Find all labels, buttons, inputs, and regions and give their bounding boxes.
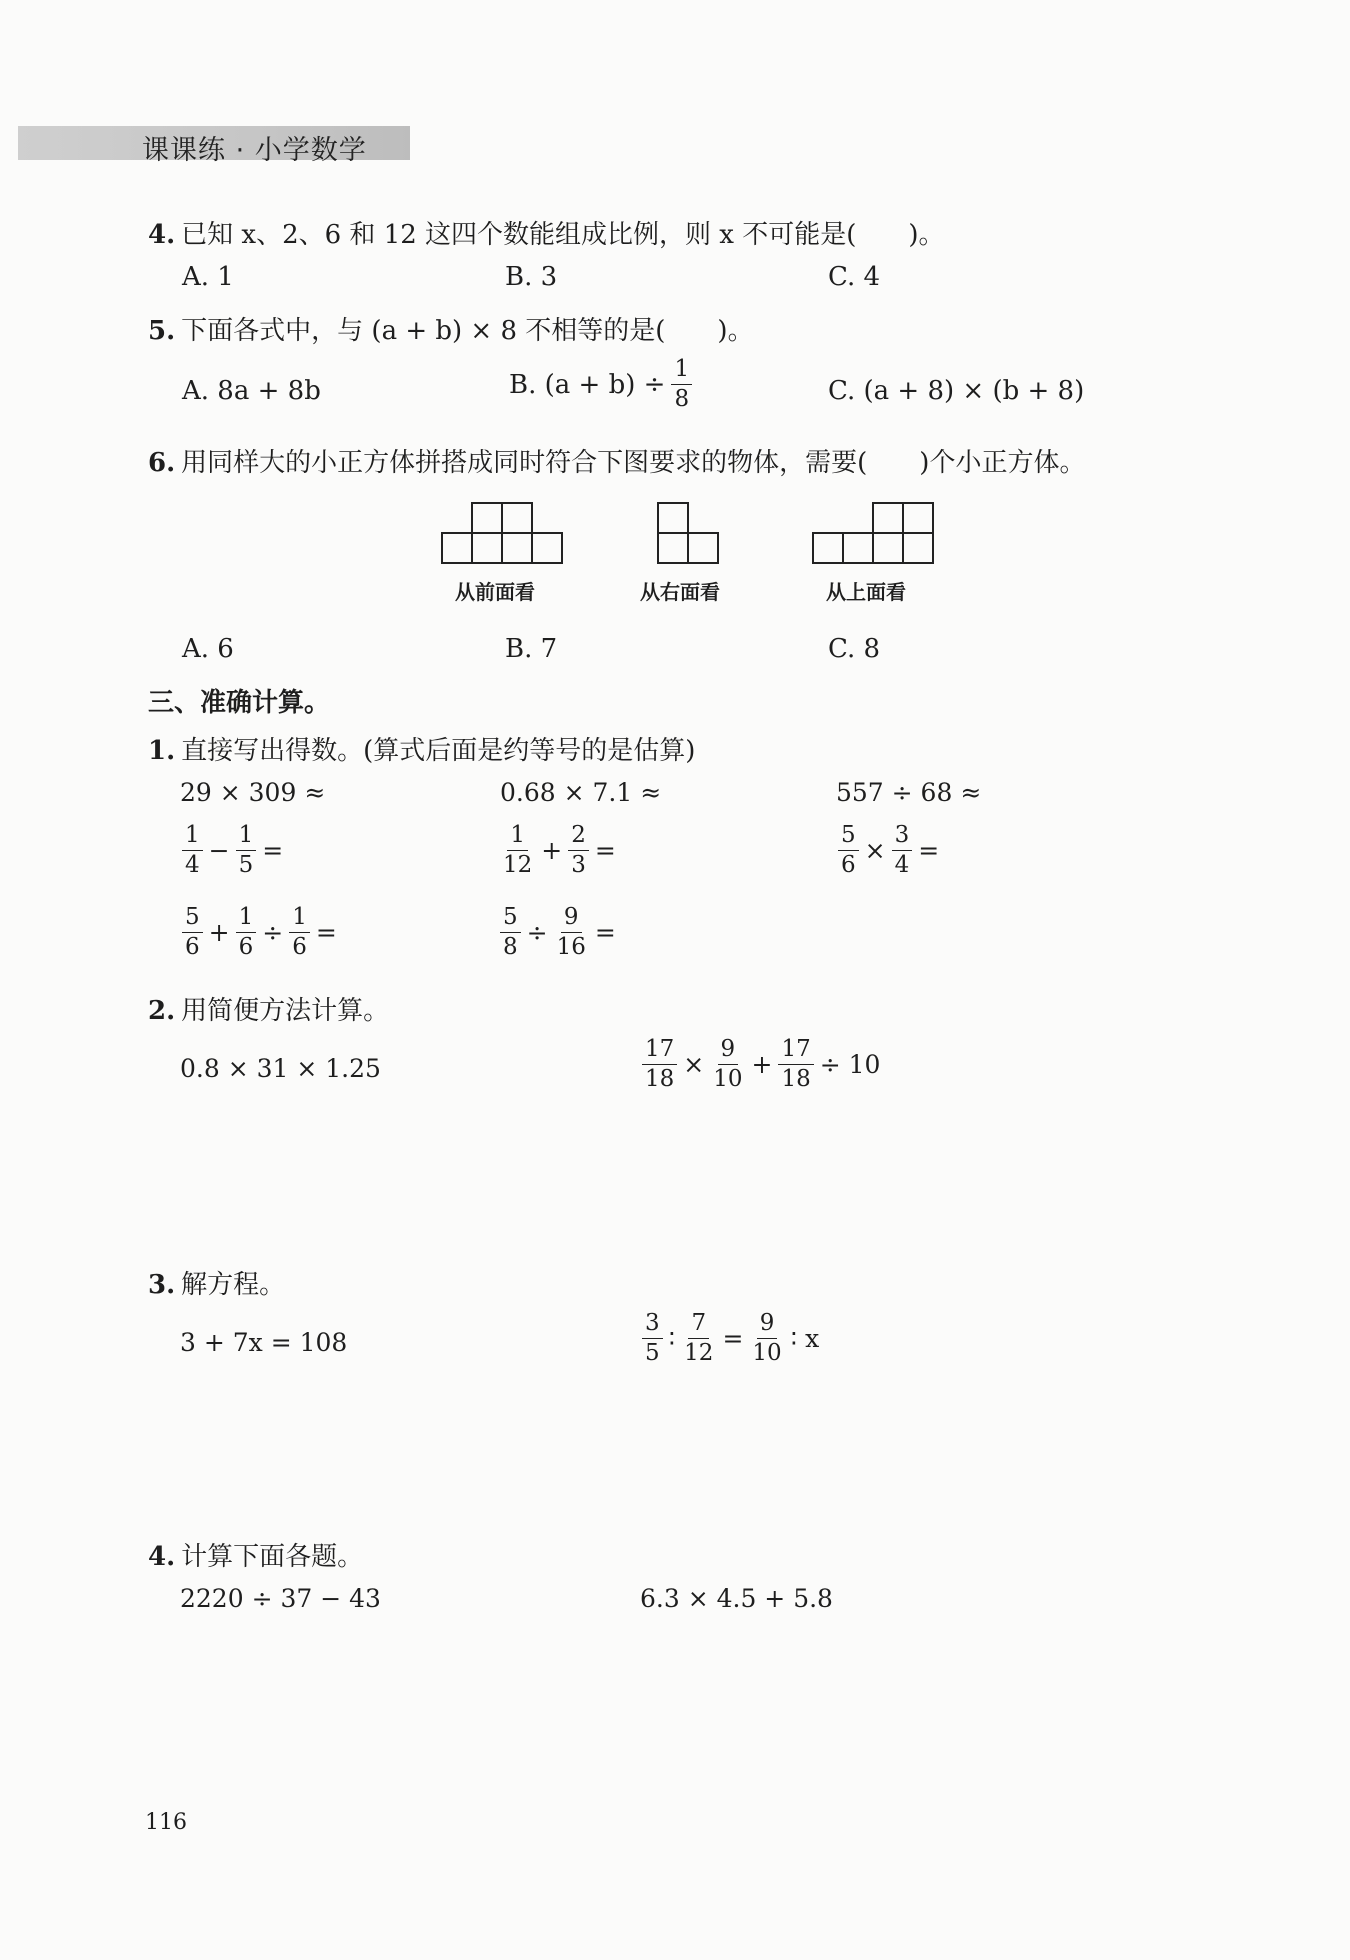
fraction-expr-3: $\frac{5}{6}$ × $\frac{3}{4}$ = [836, 824, 943, 877]
question-text: 解方程。 [181, 1270, 286, 1300]
question-6 [148, 442, 1085, 479]
q6-option-c: C. 8 [828, 634, 881, 664]
fraction-expr-2: $\frac{1}{12}$ + $\frac{2}{3}$ = [503, 822, 616, 878]
question-number: 1. [148, 736, 176, 766]
question-text: 用同样大的小正方体拼搭成同时符合下图要求的物体，需要( )个小正方体。 [181, 448, 1086, 478]
fraction-expr-1: $\frac{1}{4}$ − $\frac{1}{5}$ = [180, 824, 287, 877]
equation-1: 3 + 7x = 108 [180, 1328, 348, 1357]
question-number: 4. [148, 1542, 176, 1572]
view-label-top: 从上面看 [826, 580, 906, 604]
view-label-right: 从右面看 [640, 580, 720, 604]
fraction: $\frac{1}{8}$ [671, 358, 692, 411]
q6-option-a: A. 6 [182, 634, 234, 664]
question-number: 4. [148, 220, 176, 250]
question-number: 5. [148, 316, 176, 346]
question-5 [148, 310, 754, 347]
estimate-2: 0.68 × 7.1 ≈ [500, 778, 662, 807]
part-2 [148, 990, 389, 1027]
q6-option-b: B. 7 [505, 634, 558, 664]
simplify-expr-2: $\frac{17}{18}$ × $\frac{9}{10}$ + $\frac{17}{18}$ ÷ 10 [640, 1038, 884, 1091]
question-text: 已知 x、2、6 和 12 这四个数能组成比例，则 x 不可能是( )。 [181, 220, 945, 250]
view-label-front: 从前面看 [455, 580, 535, 604]
fraction-expr-4: $\frac{5}{6}$ + $\frac{1}{6}$ ÷ $\frac{1}{6}$ = [180, 906, 341, 959]
page-header-title: 课课练 · 小学数学 [142, 135, 367, 166]
part-3 [148, 1264, 285, 1301]
part-1 [148, 730, 695, 767]
question-text: 计算下面各题。 [181, 1542, 364, 1572]
estimate-3: 557 ÷ 68 ≈ [836, 778, 982, 807]
calc-expr-1: 2220 ÷ 37 − 43 [180, 1584, 381, 1613]
question-number: 6. [148, 448, 176, 478]
question-4 [148, 214, 945, 251]
q5-option-c: C. (a + 8) × (b + 8) [828, 376, 1085, 406]
question-text: 用简便方法计算。 [181, 996, 390, 1026]
calc-expr-2: 6.3 × 4.5 + 5.8 [640, 1584, 833, 1613]
q5-option-a: A. 8a + 8b [182, 376, 321, 406]
simplify-expr-1: 0.8 × 31 × 1.25 [180, 1054, 381, 1083]
front-view-grid [442, 503, 562, 563]
part-4 [148, 1536, 363, 1573]
question-text: 下面各式中，与 (a + b) × 8 不相等的是( )。 [181, 316, 754, 346]
question-number: 2. [148, 996, 176, 1026]
q4-option-a: A. 1 [182, 262, 234, 292]
estimate-1: 29 × 309 ≈ [180, 778, 326, 807]
page-number: 116 [145, 1810, 187, 1835]
question-number: 3. [148, 1270, 176, 1300]
equation-2: $\frac{3}{5}$ ∶ $\frac{7}{12}$ = $\frac{9}{10}$ ∶ x [640, 1312, 823, 1365]
three-view-diagram [430, 495, 950, 575]
q4-option-c: C. 4 [828, 262, 881, 292]
right-view-grid [658, 503, 718, 563]
section-title: 三、准确计算。 [148, 688, 331, 718]
top-view-grid [813, 503, 933, 563]
fraction-expr-5: $\frac{5}{8}$ ÷ $\frac{9}{16}$ = [498, 906, 620, 959]
question-text: 直接写出得数。(算式后面是约等号的是估算) [181, 736, 696, 766]
q4-option-b: B. 3 [505, 262, 558, 292]
q5-option-b: B. (a + b) ÷ $\frac{1}{8}$ [505, 358, 694, 411]
